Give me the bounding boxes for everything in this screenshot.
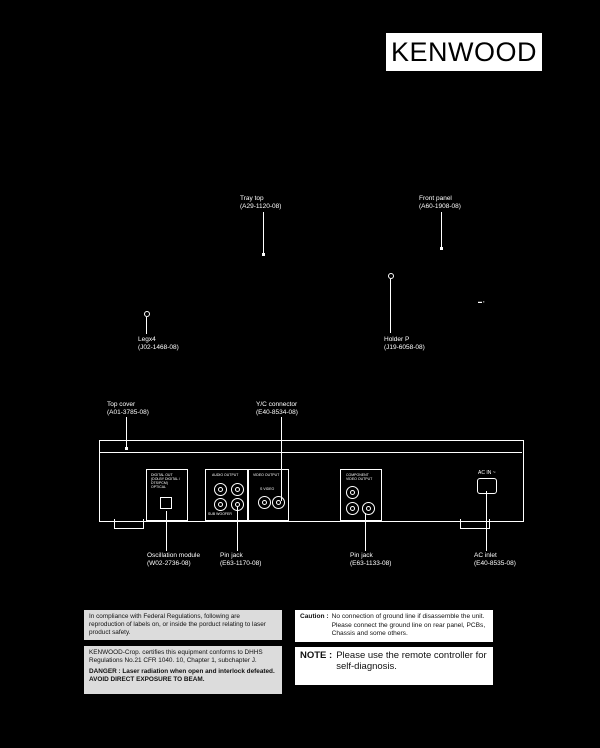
component-jack	[362, 502, 375, 515]
video-jack	[272, 496, 285, 509]
ac-in-label: AC IN ~	[478, 470, 496, 476]
leader-line	[486, 491, 487, 551]
callout-marker	[262, 253, 265, 256]
component-jack	[346, 486, 359, 499]
rear-panel-top-edge	[99, 440, 522, 453]
leader-line	[263, 212, 264, 254]
label-front-panel: Front panel (A60-1908-08)	[419, 195, 461, 210]
foot-left	[114, 519, 144, 529]
s-video-label: S VIDEO	[260, 487, 275, 491]
leader-line	[365, 513, 366, 551]
label-pin-jack-1: Pin jack (E63-1170-08)	[220, 552, 262, 567]
label-ac-inlet: AC inlet (E40-8535-08)	[474, 552, 516, 567]
s-video-jack	[258, 496, 271, 509]
callout-marker	[440, 247, 443, 250]
leader-line	[390, 279, 391, 333]
callout-marker	[144, 311, 150, 317]
sub-woofer-label: SUB WOOFER	[208, 512, 232, 516]
audio-out-label: AUDIO OUTPUT	[212, 473, 239, 477]
ac-inlet-socket	[477, 478, 497, 494]
leader-line	[441, 212, 442, 248]
label-pin-jack-2: Pin jack (E63-1133-08)	[350, 552, 392, 567]
callout-marker	[388, 273, 394, 279]
digital-out-label: DIGITAL OUT (DOLBY DIGITAL / DTS/PCM) OPTICAL	[151, 473, 181, 489]
caution-notice: Caution : No connection of ground line if disassemble the unit. Please connect the ground line on rear panel, PCBs, Chassis and some others.	[295, 610, 493, 642]
leader-line	[146, 317, 147, 334]
label-oscillation-module: Oscillation module (W02-2736-08)	[147, 552, 201, 567]
label-legx4: Legx4 (J02-1468-08)	[138, 336, 179, 351]
component-label: COMPONENT VIDEO OUTPUT	[346, 473, 373, 481]
video-out-label: VIDEO OUTPUT	[253, 473, 280, 477]
small-mark: ▬ ▪	[478, 299, 485, 304]
component-jack	[346, 502, 359, 515]
label-holder-p: Holder P (J19-6058-08)	[384, 336, 425, 351]
audio-jack	[214, 498, 227, 511]
audio-jack	[214, 483, 227, 496]
kenwood-logo: KENWOOD	[386, 33, 542, 71]
label-tray-top: Tray top (A29-1120-08)	[240, 195, 282, 210]
optical-jack	[160, 497, 172, 509]
audio-jack	[231, 483, 244, 496]
leader-line	[237, 506, 238, 551]
label-top-cover: Top cover (A01-3785-08)	[107, 401, 149, 416]
label-yc-connector: Y/C connector (E40-8534-08)	[256, 401, 298, 416]
note-notice: NOTE : Please use the remote controller for self-diagnosis.	[295, 647, 493, 685]
certification-notice: KENWOOD-Crop. certifies this equipment conforms to DHHS Regulations No.21 CFR 1040. 10, Chapter 1, subchapter J. DANGER : Laser radiation when open and interlock defeated. AVOID DIRECT EXPOSURE TO BEAM.	[84, 646, 282, 694]
compliance-notice: In compliance with Federal Regulations, following are reproduction of labels on, or inside the porduct relating to laser product safety.	[84, 610, 282, 640]
leader-line	[166, 511, 167, 551]
